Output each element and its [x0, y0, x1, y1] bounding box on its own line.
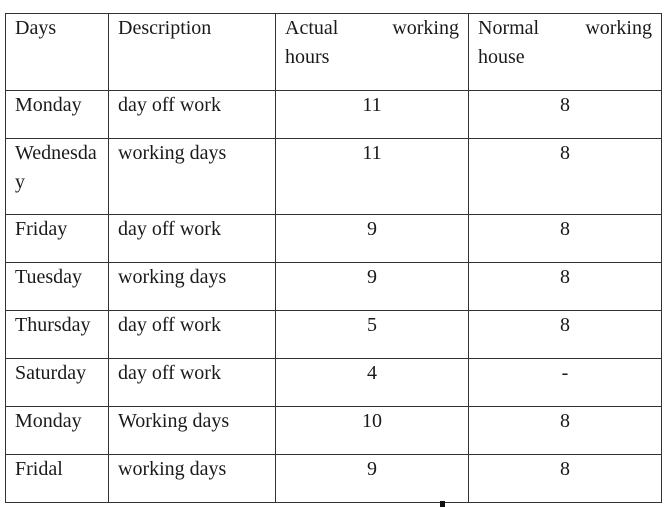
header-actual-hours: Actual working hours	[276, 14, 469, 91]
text-cursor-mark	[440, 501, 445, 507]
header-days: Days	[6, 14, 109, 91]
cell-actual-hours: 10	[276, 407, 469, 455]
cell-description: Working days	[109, 407, 276, 455]
cell-day: Saturday	[6, 359, 109, 407]
table-row	[6, 455, 662, 503]
table-row	[6, 407, 662, 455]
cell-actual-hours: 11	[276, 91, 469, 139]
cell-description: working days	[109, 263, 276, 311]
working-hours-table	[5, 13, 662, 503]
cell-normal-hours: 8	[469, 311, 662, 359]
cell-actual-hours: 11	[276, 139, 469, 215]
table-row	[6, 263, 662, 311]
table-header-row	[6, 14, 662, 91]
cell-normal-hours: 8	[469, 455, 662, 503]
cell-day: Fridal	[6, 455, 109, 503]
table-row	[6, 215, 662, 263]
cell-day: Wednesday	[6, 139, 109, 215]
header-normal-hours: Normal working house	[469, 14, 662, 91]
cell-description: day off work	[109, 215, 276, 263]
table-row	[6, 311, 662, 359]
cell-day: Monday	[6, 91, 109, 139]
cell-description: day off work	[109, 359, 276, 407]
cell-normal-hours: 8	[469, 263, 662, 311]
cell-day: Monday	[6, 407, 109, 455]
cell-description: working days	[109, 455, 276, 503]
cell-description: working days	[109, 139, 276, 215]
cell-normal-hours: 8	[469, 215, 662, 263]
cell-actual-hours: 9	[276, 263, 469, 311]
cell-normal-hours: 8	[469, 407, 662, 455]
cell-day: Friday	[6, 215, 109, 263]
cell-normal-hours: 8	[469, 91, 662, 139]
cell-actual-hours: 5	[276, 311, 469, 359]
table-row	[6, 91, 662, 139]
cell-normal-hours: 8	[469, 139, 662, 215]
cell-normal-hours: -	[469, 359, 662, 407]
cell-actual-hours: 4	[276, 359, 469, 407]
cell-description: day off work	[109, 91, 276, 139]
cell-description: day off work	[109, 311, 276, 359]
table-row	[6, 359, 662, 407]
cell-day: Tuesday	[6, 263, 109, 311]
cell-actual-hours: 9	[276, 455, 469, 503]
table-row	[6, 139, 662, 215]
cell-day: Thursday	[6, 311, 109, 359]
header-description: Description	[109, 14, 276, 91]
cell-actual-hours: 9	[276, 215, 469, 263]
